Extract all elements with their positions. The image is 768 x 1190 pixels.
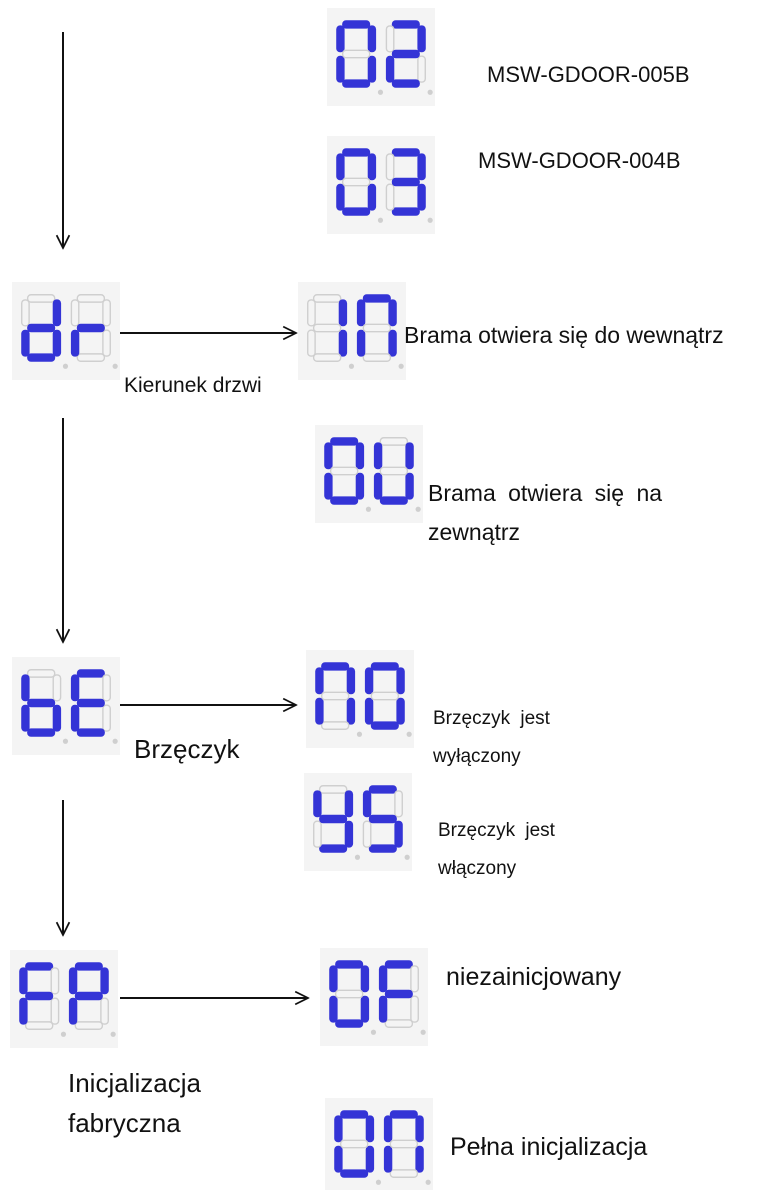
segment-d-on bbox=[343, 208, 370, 215]
segment-d-on bbox=[341, 1170, 368, 1177]
segment-b-on bbox=[101, 968, 108, 994]
segment-a-on bbox=[343, 149, 370, 156]
segment-f-on bbox=[330, 966, 337, 992]
label-opens-inward: Brama otwiera się do wewnątrz bbox=[404, 322, 724, 348]
segment-f-on bbox=[314, 791, 321, 817]
segment-f-on bbox=[335, 1116, 342, 1142]
label-buzzer-on-line1: Brzęczyk jest bbox=[438, 820, 555, 841]
segment-a-on bbox=[390, 1111, 417, 1118]
segment-b-on bbox=[339, 300, 346, 326]
segment-g-on bbox=[75, 992, 102, 999]
label-factory-init-line2: fabryczna bbox=[68, 1108, 181, 1138]
decimal-point bbox=[63, 739, 68, 744]
label-door-direction: Kierunek drzwi bbox=[124, 374, 262, 397]
decimal-point bbox=[416, 507, 421, 512]
segment-g-on bbox=[77, 324, 104, 331]
segment-e-on bbox=[20, 998, 27, 1024]
decimal-point bbox=[428, 218, 433, 223]
segment-c-on bbox=[345, 821, 352, 847]
decimal-point bbox=[111, 1032, 116, 1037]
segment-a-on bbox=[343, 21, 370, 28]
label-model-004b: MSW-GDOOR-004B bbox=[478, 148, 681, 173]
segment-c-on bbox=[395, 821, 402, 847]
segment-g-on bbox=[320, 815, 347, 822]
segment-c-on bbox=[416, 1146, 423, 1172]
segment-a-on bbox=[336, 961, 363, 968]
segment-g-on bbox=[385, 990, 412, 997]
decimal-point bbox=[405, 855, 410, 860]
segment-e-on bbox=[379, 996, 386, 1022]
display-buzzer-off bbox=[306, 650, 414, 748]
segment-c-on bbox=[53, 705, 60, 731]
segment-c-on bbox=[368, 56, 375, 82]
segment-e-on bbox=[330, 996, 337, 1022]
segment-d-on bbox=[28, 354, 55, 361]
display-door-direction bbox=[12, 282, 120, 380]
segment-f-on bbox=[379, 966, 386, 992]
label-opens-outward-line2: zewnątrz bbox=[428, 519, 521, 545]
segment-g-on bbox=[77, 699, 104, 706]
segment-a-on bbox=[385, 961, 412, 968]
segment-d-on bbox=[392, 80, 419, 87]
segment-a-on bbox=[331, 438, 358, 445]
label-full-init: Pełna inicjalizacja bbox=[450, 1133, 648, 1161]
segment-g-on bbox=[28, 699, 55, 706]
segment-e-on bbox=[71, 330, 78, 356]
segment-f-on bbox=[374, 443, 381, 469]
segment-a-on bbox=[369, 786, 396, 793]
segment-d-on bbox=[320, 845, 347, 852]
segment-e-on bbox=[357, 330, 364, 356]
display-buzzer-on bbox=[304, 773, 412, 871]
segment-e-on bbox=[374, 473, 381, 499]
label-buzzer-on-line2: włączony bbox=[438, 858, 517, 879]
segment-d-on bbox=[77, 729, 104, 736]
segment-g-on bbox=[28, 324, 55, 331]
segment-b-on bbox=[368, 26, 375, 52]
label-not-initialized: niezainicjowany bbox=[446, 963, 622, 991]
segment-b-on bbox=[416, 1116, 423, 1142]
decimal-point bbox=[366, 507, 371, 512]
decimal-point bbox=[371, 1030, 376, 1035]
segment-c-on bbox=[356, 473, 363, 499]
segment-d-on bbox=[343, 80, 370, 87]
segment-c-on bbox=[389, 330, 396, 356]
segment-e-on bbox=[365, 698, 372, 724]
segment-c-on bbox=[347, 698, 354, 724]
segment-e-on bbox=[22, 705, 29, 731]
segment-d-on bbox=[336, 1020, 363, 1027]
segment-f-on bbox=[316, 668, 323, 694]
segment-f-on bbox=[363, 791, 370, 817]
display-buzzer bbox=[12, 657, 120, 755]
decimal-point bbox=[63, 364, 68, 369]
decimal-point bbox=[378, 90, 383, 95]
segment-e-on bbox=[386, 56, 393, 82]
segment-c-on bbox=[366, 1146, 373, 1172]
segment-f-on bbox=[384, 1116, 391, 1142]
segment-e-on bbox=[337, 184, 344, 210]
label-buzzer: Brzęczyk bbox=[134, 734, 240, 764]
segment-e-on bbox=[316, 698, 323, 724]
display-model-004b bbox=[327, 136, 435, 234]
segment-f-on bbox=[20, 968, 27, 994]
segment-e-on bbox=[325, 473, 332, 499]
segment-f-on bbox=[337, 154, 344, 180]
display-model-005b bbox=[327, 8, 435, 106]
segment-b-on bbox=[366, 1116, 373, 1142]
segment-c-on bbox=[368, 184, 375, 210]
segment-g-on bbox=[392, 50, 419, 57]
segment-b-on bbox=[389, 300, 396, 326]
segment-b-on bbox=[406, 443, 413, 469]
segment-e-on bbox=[384, 1146, 391, 1172]
decimal-point bbox=[428, 90, 433, 95]
segment-a-on bbox=[371, 663, 398, 670]
display-not-initialized bbox=[320, 948, 428, 1046]
segment-b-on bbox=[347, 668, 354, 694]
segment-d-on bbox=[369, 845, 396, 852]
decimal-point bbox=[399, 364, 404, 369]
segment-b-on bbox=[53, 300, 60, 326]
segment-f-on bbox=[325, 443, 332, 469]
label-model-005b: MSW-GDOOR-005B bbox=[487, 62, 690, 87]
segment-a-on bbox=[26, 963, 53, 970]
decimal-point bbox=[355, 855, 360, 860]
display-factory-init bbox=[10, 950, 118, 1048]
decimal-point bbox=[378, 218, 383, 223]
segment-d-on bbox=[392, 208, 419, 215]
segment-a-on bbox=[363, 295, 390, 302]
segment-a-on bbox=[75, 963, 102, 970]
segment-g-on bbox=[26, 992, 53, 999]
decimal-point bbox=[407, 732, 412, 737]
label-buzzer-off-line1: Brzęczyk jest bbox=[433, 708, 550, 729]
decimal-point bbox=[349, 364, 354, 369]
segment-f-on bbox=[71, 675, 78, 701]
segment-c-on bbox=[418, 184, 425, 210]
segment-g-on bbox=[392, 178, 419, 185]
segment-a-on bbox=[322, 663, 349, 670]
label-buzzer-off-line2: wyłączony bbox=[433, 746, 521, 767]
segment-b-on bbox=[418, 26, 425, 52]
segment-b-on bbox=[397, 668, 404, 694]
segment-d-on bbox=[371, 722, 398, 729]
segment-c-on bbox=[406, 473, 413, 499]
decimal-point bbox=[113, 739, 118, 744]
decimal-point bbox=[61, 1032, 66, 1037]
segment-c-on bbox=[397, 698, 404, 724]
segment-f-on bbox=[365, 668, 372, 694]
segment-g-on bbox=[369, 815, 396, 822]
segment-f-on bbox=[337, 26, 344, 52]
decimal-point bbox=[357, 732, 362, 737]
segment-d-on bbox=[331, 497, 358, 504]
segment-d-on bbox=[28, 729, 55, 736]
segment-b-on bbox=[368, 154, 375, 180]
segment-b-on bbox=[361, 966, 368, 992]
segment-a-on bbox=[392, 149, 419, 156]
segment-a-on bbox=[392, 21, 419, 28]
segment-c-on bbox=[361, 996, 368, 1022]
segment-f-on bbox=[69, 968, 76, 994]
label-opens-outward-line1: Brama otwiera się na bbox=[428, 480, 663, 506]
decimal-point bbox=[376, 1180, 381, 1185]
display-full-init bbox=[325, 1098, 433, 1190]
label-factory-init-line1: Inicjalizacja bbox=[68, 1068, 201, 1098]
segment-c-on bbox=[339, 330, 346, 356]
segment-e-on bbox=[335, 1146, 342, 1172]
segment-f-on bbox=[357, 300, 364, 326]
segment-e-on bbox=[69, 998, 76, 1024]
decimal-point bbox=[426, 1180, 431, 1185]
segment-e-on bbox=[22, 330, 29, 356]
segment-a-on bbox=[77, 670, 104, 677]
decimal-point bbox=[421, 1030, 426, 1035]
segment-b-on bbox=[356, 443, 363, 469]
decimal-point bbox=[113, 364, 118, 369]
segment-f-on bbox=[22, 675, 29, 701]
segment-b-on bbox=[345, 791, 352, 817]
segment-d-on bbox=[380, 497, 407, 504]
segment-e-on bbox=[71, 705, 78, 731]
segment-c-on bbox=[53, 330, 60, 356]
display-opens-inward bbox=[298, 282, 406, 380]
segment-b-on bbox=[418, 154, 425, 180]
display-opens-outward bbox=[315, 425, 423, 523]
segment-e-on bbox=[337, 56, 344, 82]
segment-a-on bbox=[341, 1111, 368, 1118]
